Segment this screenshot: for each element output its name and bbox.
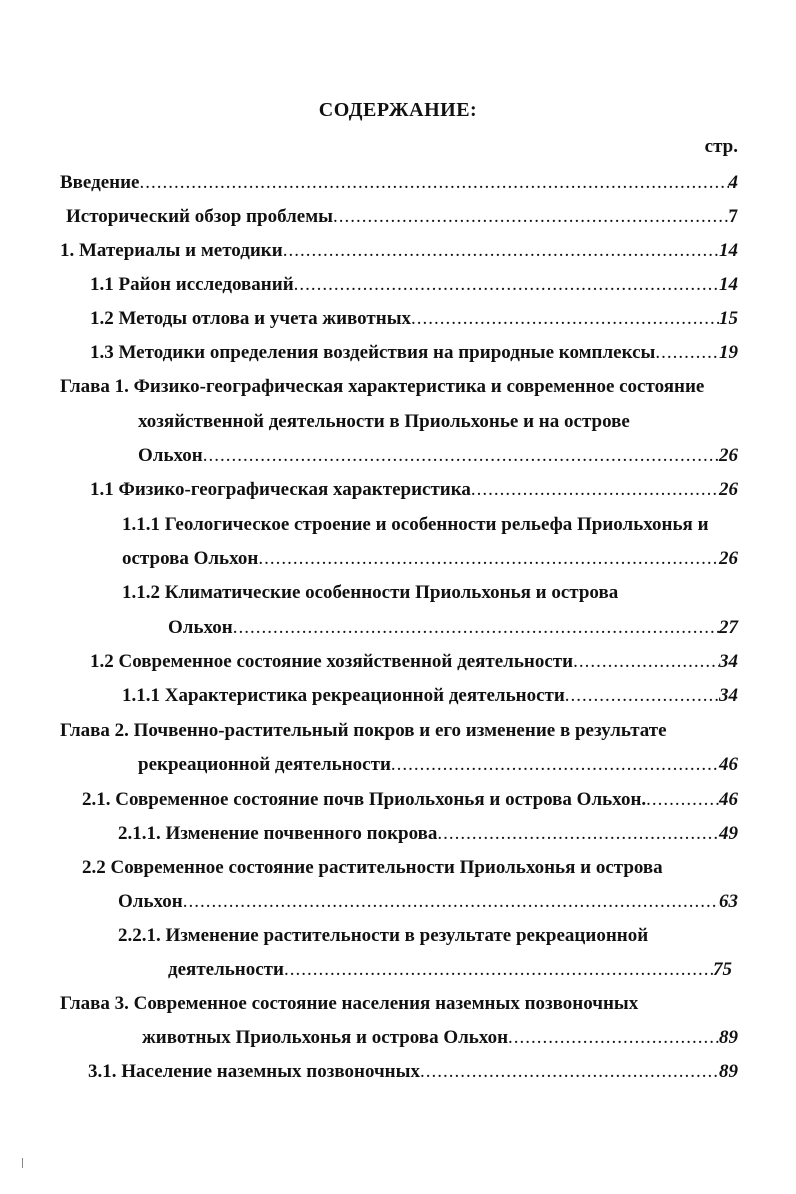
toc-entry-text: Глава 3. Современное состояние населения наземных позвоночных [60,993,639,1014]
toc-entry [60,240,738,262]
toc-entry [122,548,738,570]
toc-entry-page: 14 [719,274,738,295]
toc-leader-dots [284,959,713,981]
toc-leader-dots [203,445,719,467]
toc-entry-continuation: острова Ольхон [122,548,259,569]
toc-leader-dots [140,172,729,194]
toc-entry [142,1027,738,1049]
toc-entry-continuation: Ольхон [168,617,233,638]
toc-entry-page: 26 [719,548,738,569]
toc-leader-dots [294,274,719,296]
toc-entry-text: 1.1 Район исследований [90,274,294,295]
scan-edge-mark [22,1158,23,1168]
toc-entry [90,274,738,296]
toc-entry [60,172,738,194]
toc-entry-page: 89 [719,1027,738,1048]
toc-entry-text: Глава 1. Физико-географическая характеристика и современное состояние [60,376,705,397]
toc-entry-page: 7 [728,206,738,227]
page-column-label: стр. [704,136,738,157]
toc-leader-dots [646,789,719,811]
toc-leader-dots [183,891,719,913]
toc-entry-page: 15 [719,308,738,329]
page-title: СОДЕРЖАНИЕ: [318,99,478,121]
toc-entry-continuation: деятельности [168,959,284,980]
toc-entry-text: 3.1. Население наземных позвоночных [88,1061,420,1082]
toc-entry [122,685,738,707]
toc-leader-dots [655,342,719,364]
toc-leader-dots [333,206,729,228]
toc-entry [82,789,738,811]
toc-leader-dots [420,1061,719,1083]
toc-entry-text: 1.2 Методы отлова и учета животных [90,308,412,329]
toc-leader-dots [573,651,719,673]
toc-entry [138,754,738,776]
toc-entry-page: 75 [713,959,732,980]
toc-leader-dots [508,1027,719,1049]
toc-entry [90,479,738,501]
toc-entry-page: 34 [719,651,738,672]
toc-leader-dots [565,685,719,707]
toc-entry [90,308,738,330]
toc-entry-text: 2.2.1. Изменение растительности в результате рекреационной [118,925,649,946]
toc-entry [90,651,738,673]
toc-entry-page: 46 [719,789,738,810]
toc-entry-page: 34 [719,685,738,706]
toc-entry [88,1061,738,1083]
toc-entry-text: Введение [60,172,140,193]
toc-entry [138,445,738,467]
toc-entry-text: 1.2 Современное состояние хозяйственной деятельности [90,651,574,672]
toc-entry [118,891,738,913]
toc-entry-text: 1.1.1 Геологическое строение и особенности рельефа Приольхонья и [122,514,709,535]
toc-entry [118,823,738,845]
toc-leader-dots [233,617,719,639]
toc-leader-dots [391,754,719,776]
toc-entry-continuation: хозяйственной деятельности в Приольхонье и на острове [138,411,630,432]
toc-entry-text: 1.1.1 Характеристика рекреационной деятельности [122,685,565,706]
toc-entry-page: 63 [719,891,738,912]
toc-leader-dots [411,308,719,330]
toc-entry-page: 27 [719,617,738,638]
toc-entry [90,342,738,364]
toc-entry [168,617,738,639]
toc-leader-dots [437,823,719,845]
toc-entry-page: 89 [719,1061,738,1082]
toc-entry-text: 1. Материалы и методики [60,240,283,261]
toc-entry-page: 26 [719,445,738,466]
toc-entry-continuation: Ольхон [118,891,183,912]
toc-entry-text: 1.1.2 Климатические особенности Приольхонья и острова [122,582,619,603]
toc-entry-text: 1.1 Физико-географическая характеристика [90,479,471,500]
toc-entry-page: 4 [728,172,738,193]
toc-entry-text: 2.1. Современное состояние почв Приольхонья и острова Ольхон. [82,789,647,810]
toc-entry-text: Исторический обзор проблемы [66,206,333,227]
toc-leader-dots [258,548,719,570]
toc-leader-dots [471,479,719,501]
toc-entry-page: 14 [719,240,738,261]
toc-entry-continuation: Ольхон [138,445,203,466]
toc-entry-page: 49 [719,823,738,844]
toc-entry-continuation: животных Приольхонья и острова Ольхон [142,1027,509,1048]
toc-entry-continuation: рекреационной деятельности [138,754,391,775]
toc-entry-page: 19 [719,342,738,363]
toc-leader-dots [283,240,719,262]
toc-entry-page: 26 [719,479,738,500]
toc-entry-text: 2.1.1. Изменение почвенного покрова [118,823,438,844]
toc-entry-text: 1.3 Методики определения воздействия на природные комплексы [90,342,656,363]
toc-entry [66,206,738,228]
toc-entry [168,959,732,981]
toc-entry-text: 2.2 Современное состояние растительности Приольхонья и острова [82,857,663,878]
toc-entry-text: Глава 2. Почвенно-растительный покров и его изменение в результате [60,720,667,741]
toc-entry-page: 46 [719,754,738,775]
